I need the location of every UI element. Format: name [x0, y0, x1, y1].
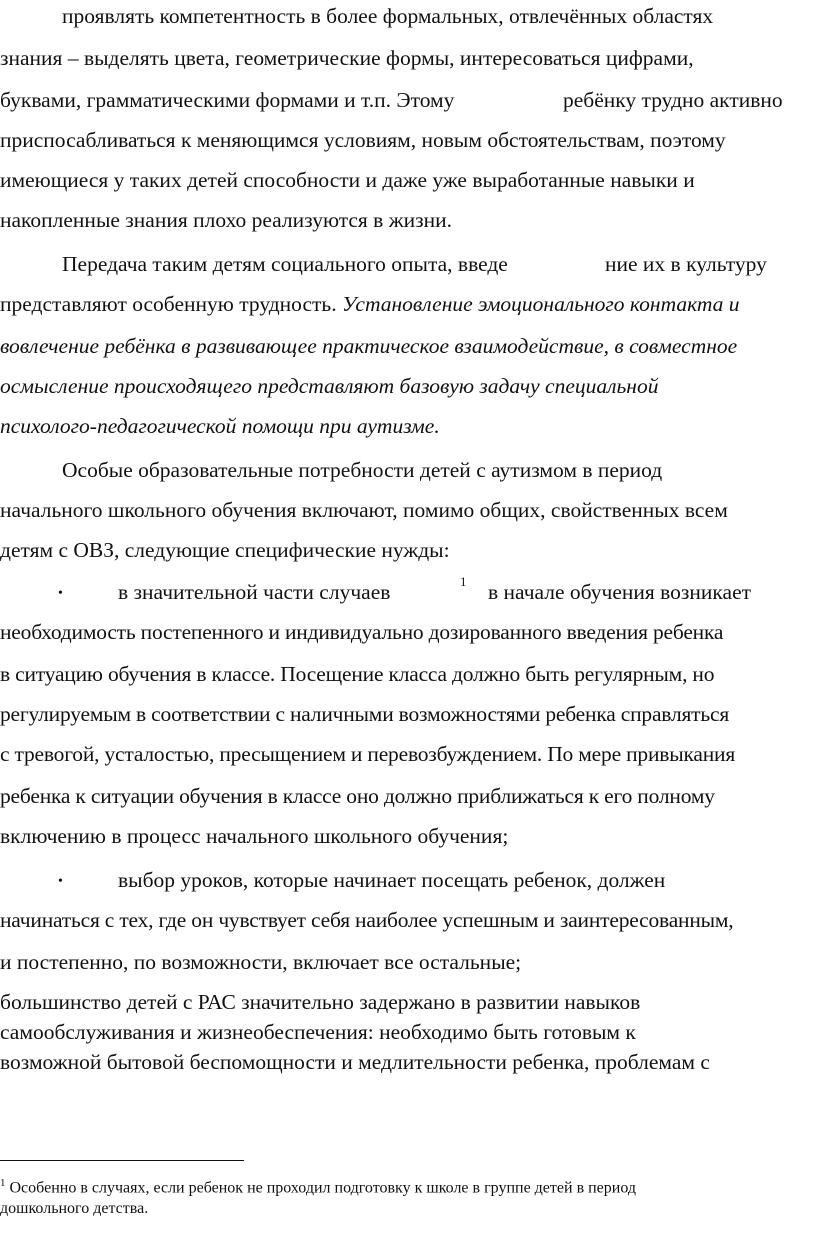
paragraph-2-line-2 — [0, 290, 740, 318]
paragraph-1-line-3a: буквами, грамматическими формами и т.п. Этому — [0, 88, 455, 112]
paragraph-2-line-5: психолого-педагогической помощи при аутизме. — [0, 414, 440, 438]
bullet-1-line-1b: в начале обучения возникает — [488, 580, 752, 604]
footnote-text-1: Особенно в случаях, если ребенок не проходил подготовку к школе в группе детей в период — [5, 1179, 637, 1197]
paragraph-3-line-1: Особые образовательные потребности детей с аутизмом в период — [62, 458, 663, 482]
footnote-reference: 1 — [460, 574, 467, 589]
paragraph-4-line-2: самообслуживания и жизнеобеспечения: необходимо быть готовым к — [0, 1020, 636, 1044]
paragraph-1-line-5: имеющиеся у таких детей способности и даже уже выработанные навыки и — [0, 168, 695, 192]
paragraph-1-line-4: приспосабливаться к меняющимся условиям, новым обстоятельствам, поэтому — [0, 128, 726, 152]
bullet-1-line-6: ребенка к ситуации обучения в классе оно должно приближаться к его полному — [0, 784, 715, 808]
paragraph-3-line-3: детям с ОВЗ, следующие специфические нужды: — [0, 538, 450, 562]
paragraph-1-line-6: накопленные знания плохо реализуются в жизни. — [0, 208, 452, 232]
bullet-1-line-3: в ситуацию обучения в классе. Посещение класса должно быть регулярным, но — [0, 662, 715, 686]
footnote-separator — [0, 1160, 244, 1161]
bullet-1-line-7: включению в процесс начального школьного обучения; — [0, 824, 509, 848]
bullet-marker: • — [58, 874, 63, 889]
paragraph-1-line-1: проявлять компетентность в более формальных, отвлечённых областях — [62, 4, 714, 28]
footnote-line-1 — [0, 1172, 636, 1199]
bullet-2-line-3: и постепенно, по возможности, включает все остальные; — [0, 950, 522, 974]
footnote-line-2: дошкольного детства. — [0, 1200, 149, 1217]
paragraph-2-line-3: вовлечение ребёнка в развивающее практическое взаимодействие, в совместное — [0, 334, 738, 358]
bullet-2-line-2: начинаться с тех, где он чувствует себя наиболее успешным и заинтересованным, — [0, 908, 734, 932]
bullet-marker: • — [58, 586, 63, 601]
paragraph-1-line-2: знания – выделять цвета, геометрические формы, интересоваться цифрами, — [0, 46, 694, 70]
paragraph-2-line-4: осмысление происходящего представляют базовую задачу специальной — [0, 374, 659, 398]
paragraph-2-line-1b: ние их в культуру — [605, 252, 767, 276]
footnote-mark: 1 — [0, 1177, 6, 1189]
paragraph-4-line-1: большинство детей с РАС значительно задержано в развитии навыков — [0, 990, 641, 1014]
bullet-1-line-5: с тревогой, усталостью, пресыщением и перевозбуждением. По мере привыкания — [0, 742, 736, 766]
bullet-1-line-2: необходимость постепенного и индивидуально дозированного введения ребенка — [0, 620, 724, 644]
paragraph-4-line-3: возможной бытовой беспомощности и медлительности ребенка, проблемам с — [0, 1050, 710, 1074]
paragraph-3-line-2: начального школьного обучения включают, помимо общих, свойственных всем — [0, 498, 728, 522]
paragraph-1-line-3b: ребёнку трудно активно — [563, 88, 783, 112]
bullet-2-line-1: выбор уроков, которые начинает посещать ребенок, должен — [118, 868, 666, 892]
paragraph-2-line-2-italic: Установление эмоционального контакта и — [341, 292, 740, 316]
paragraph-2-line-2-regular: представляют особенную трудность. — [0, 292, 342, 316]
bullet-1-line-4: регулируемым в соответствии с наличными возможностями ребенка справляться — [0, 702, 730, 726]
paragraph-2-line-1a: Передача таким детям социального опыта, введе — [62, 252, 508, 276]
bullet-1-line-1a: в значительной части случаев — [118, 580, 391, 604]
